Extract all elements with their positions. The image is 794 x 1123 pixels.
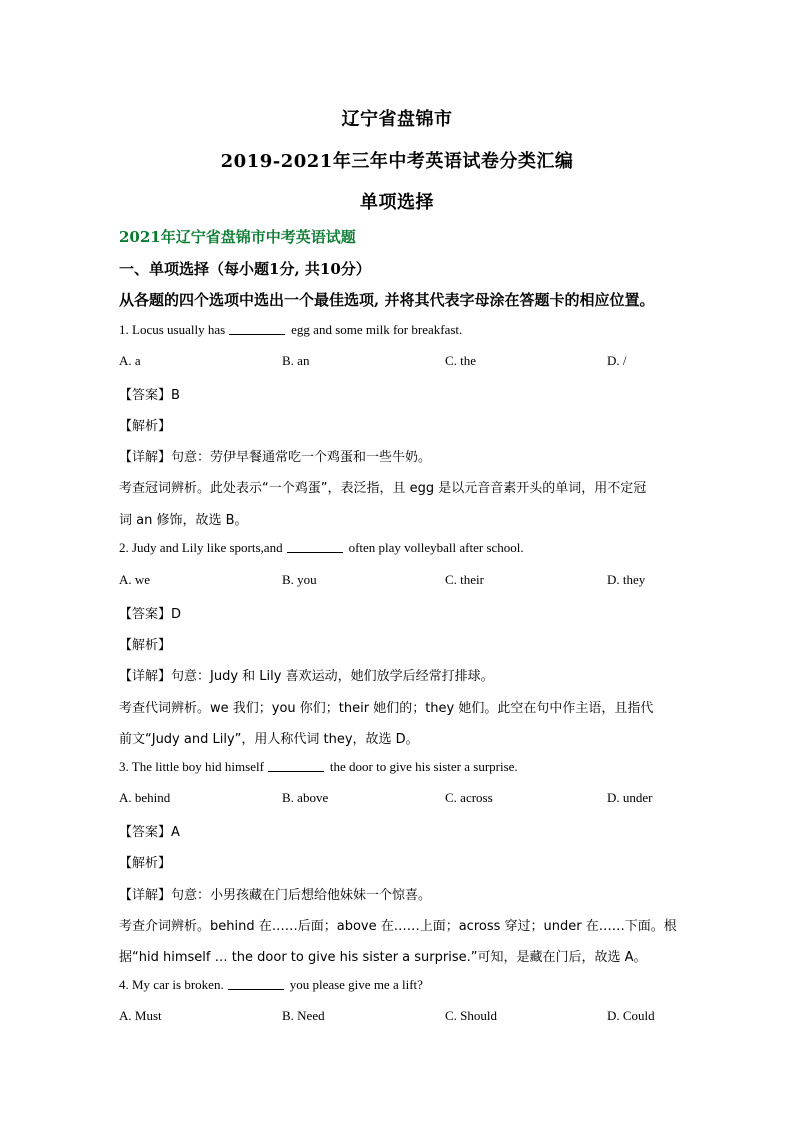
option-c: C. the [445,353,477,368]
answer-blank [228,989,284,990]
option-b: B. an [282,353,310,368]
option-d: D. Could [607,1008,655,1023]
detail-line: 【详解】句意：劳伊早餐通常吃一个鸡蛋和一些牛奶。 [119,450,432,465]
option-d: D. / [607,353,627,368]
document-title-region: 辽宁省盘锦市 [341,109,453,130]
explanation-line: 考查代词辨析。we 我们；you 你们；their 她们的；they 她们。此空在句中作主语，且指代 [119,701,654,716]
question-options [119,353,679,371]
stem-text: 1. Locus usually has [119,322,226,337]
option-a: A. a [119,353,141,368]
stem-text: egg and some milk for breakfast. [291,322,463,337]
question-options [119,1008,679,1026]
stem-text: often play volleyball after school. [348,540,524,555]
stem-text: 3. The little boy hid himself [119,759,264,774]
explanation-line: 前文“Judy and Lily”，用人称代词 they，故选 D。 [119,732,419,747]
document-title-topic: 单项选择 [360,192,434,213]
answer-blank [229,334,285,335]
option-a: A. behind [119,790,171,805]
explanation-line: 词 an 修饰，故选 B。 [119,513,248,528]
option-a: A. Must [119,1008,162,1023]
section-instruction: 从各题的四个选项中选出一个最佳选项, 并将其代表字母涂在答题卡的相应位置。 [119,291,655,309]
explanation-line: 考查冠词辨析。此处表示“一个鸡蛋”，表泛指，且 egg 是以元音音素开头的单词，用不定冠 [119,481,647,496]
stem-text: 2. Judy and Lily like sports,and [119,540,283,555]
stem-text: you please give me a lift? [289,977,423,992]
option-d: D. they [607,572,646,587]
section-heading: 一、单项选择（每小题1分, 共10分） [119,260,371,278]
explanation-line: 考查介词辨析。behind 在……后面；above 在……上面；across 穿过；under 在……下面。根 [119,919,677,934]
answer-line: 【答案】B [119,388,180,403]
question-stem [119,759,679,775]
option-c: C. across [445,790,493,805]
question-options [119,572,679,590]
question-stem [119,977,679,993]
analysis-label: 【解析】 [119,856,172,871]
answer-line: 【答案】A [119,825,180,840]
detail-line: 【详解】句意：小男孩藏在门后想给他妹妹一个惊喜。 [119,888,432,903]
option-a: A. we [119,572,151,587]
analysis-label: 【解析】 [119,638,172,653]
option-b: B. above [282,790,329,805]
option-c: C. their [445,572,484,587]
question-stem [119,540,679,556]
detail-line: 【详解】句意：Judy 和 Lily 喜欢运动，她们放学后经常打排球。 [119,669,494,684]
option-d: D. under [607,790,653,805]
document-title-collection: 2019-2021年三年中考英语试卷分类汇编 [220,151,574,172]
option-b: B. you [282,572,317,587]
stem-text: 4. My car is broken. [119,977,224,992]
exam-title: 2021年辽宁省盘锦市中考英语试题 [119,228,356,246]
answer-blank [287,552,343,553]
stem-text: the door to give his sister a surprise. [329,759,518,774]
analysis-label: 【解析】 [119,419,172,434]
explanation-line: 据“hid himself … the door to give his sister a surprise.”可知，是藏在门后，故选 A。 [119,950,647,965]
answer-blank [268,771,324,772]
question-options [119,790,679,808]
question-stem [119,322,679,338]
answer-line: 【答案】D [119,607,182,622]
option-b: B. Need [282,1008,325,1023]
option-c: C. Should [445,1008,498,1023]
